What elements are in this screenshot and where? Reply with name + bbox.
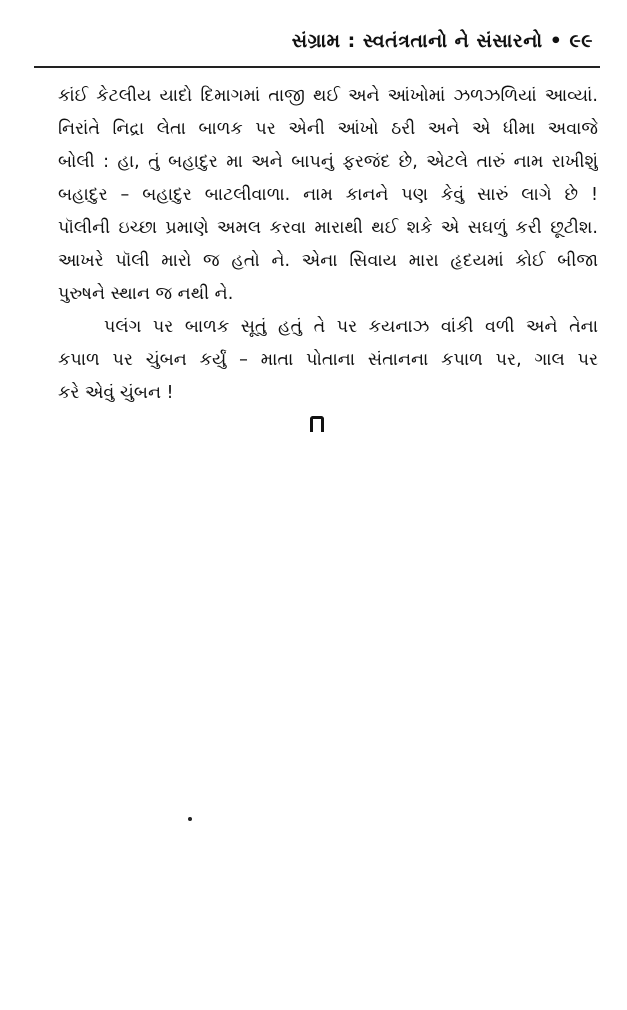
print-speck [188, 817, 192, 821]
text-line: આખરે પૉલી મારો જ હતો ને. એના સિવાય મારા હૃદયમાં કોઈ બીજા [58, 251, 598, 271]
header-rule [34, 66, 600, 68]
text-line: બોલી : હા, તું બહાદુર મા અને બાપનું ફરજંદ છે, એટલે તારું નામ રાખીશું [58, 152, 598, 172]
text-line: કાંઈ કેટલીય યાદો દિમાગમાં તાજી થઈ અને આંખોમાં ઝળઝળિયાં આવ્યાં. [58, 86, 598, 106]
running-head: સંગ્રામ : સ્વતંત્રતાનો ને સંસારનો • ૯૯ [291, 30, 593, 52]
text-line: પૉલીની ઇચ્છા પ્રમાણે અમલ કરવા મારાથી થઈ શકે એ સઘળું કરી છૂટીશ. [58, 218, 598, 238]
body-text [58, 80, 598, 410]
paragraph-1 [58, 80, 598, 311]
text-line: કરે એવું ચુંબન ! [58, 383, 174, 403]
text-line: પલંગ પર બાળક સૂતું હતું તે પર કયનાઝ વાંકી વળી અને તેના [104, 317, 598, 337]
text-line: કપાળ પર ચુંબન કર્યું – માતા પોતાના સંતાનના કપાળ પર, ગાલ પર [58, 350, 598, 370]
text-line: પુરુષને સ્થાન જ નથી ને. [58, 284, 234, 304]
section-end-mark-icon [310, 416, 324, 432]
paragraph-2 [58, 311, 598, 410]
text-line: બહાદુર – બહાદુર બાટલીવાળા. નામ કાનને પણ કેવું સારું લાગે છે ! [58, 185, 598, 205]
text-line: નિરાંતે નિદ્રા લેતા બાળક પર એની આંખો ઠરી અને એ ધીમા અવાજે [58, 119, 598, 139]
